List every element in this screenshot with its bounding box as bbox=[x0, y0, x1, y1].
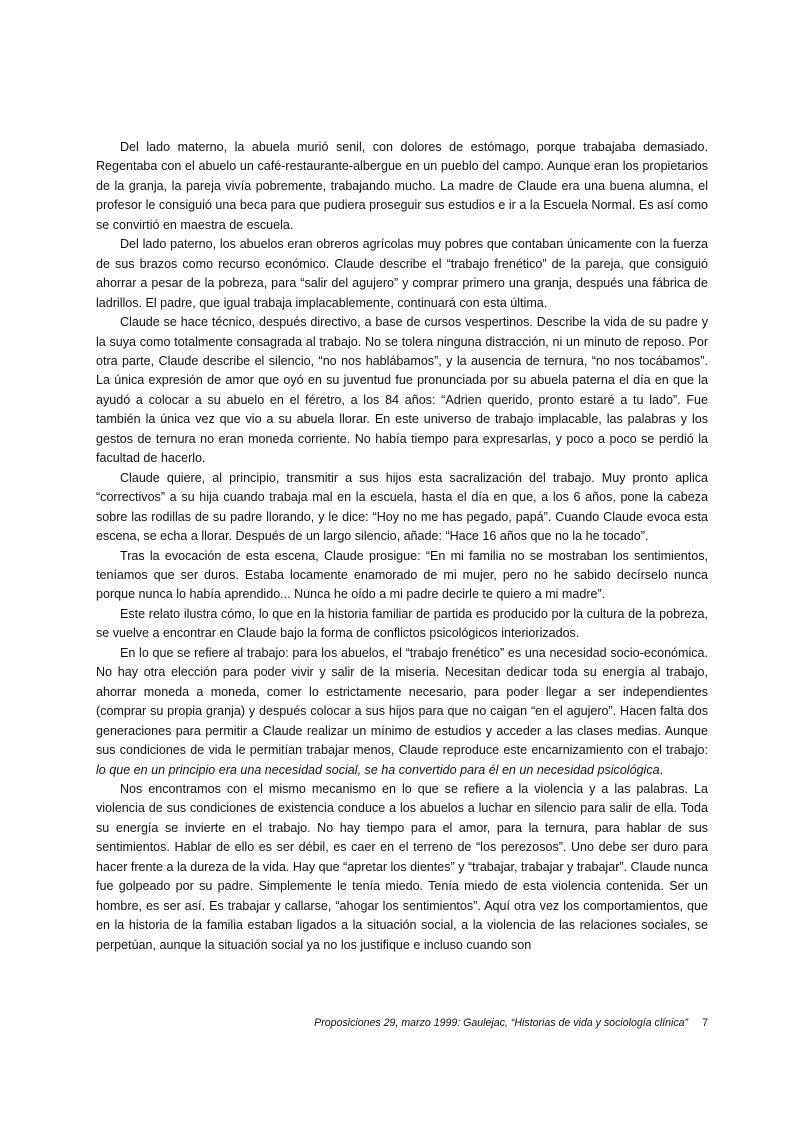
paragraph-violence-words: Nos encontramos con el mismo mecanismo en lo que se refiere a la violencia y a las palabras. La violencia de sus condiciones de existencia conduce a los abuelos a luchar en silencio para salir de ella. Toda su energía se invierte en el trabajo. No hay tiempo para el amor, para la ternura, para hablar de sus sentimientos. Hablar de ello es ser débil, es caer en el terreno de “los perezosos”. Uno debe ser duro para hacer frente a la dureza de la vida. Hay que “apretar los dientes” y “trabajar, trabajar y trabajar”. Claude nunca fue golpeado por su padre. Simplemente le tenía miedo. Tenía miedo de esta violencia contenida. Ser un hombre, es ser así. Es trabajar y callarse, “ahogar los sentimientos”. Aquí otra vez los comportamientos, que en la historia de la familia estaban ligados a la situación social, a la violencia de las relaciones sociales, se perpetúan, aunque la situación social ya no los justifique e incluso cuando son bbox=[96, 781, 708, 952]
paragraph-story-illustrates: Este relato ilustra cómo, lo que en la historia familiar de partida es producido por la cultura de la pobreza, se vuelve a encontrar en Claude bajo la forma de conflictos psicológicos interiorizados. bbox=[96, 606, 708, 641]
page-number: 7 bbox=[702, 1017, 708, 1029]
paragraph-daughter-scene: Claude quiere, al principio, transmitir a sus hijos esta sacralización del trabajo. Muy pronto aplica “correctivos” a su hija cuando trabaja mal en la escuela, hasta el día en que, a los 6 años, pone la cabeza sobre las rodillas de su padre llorando, y le dice: “Hoy no me has pegado, papá”. Cuando Claude evoca esta escena, se echa a llorar. Después de un largo silencio, añade: “Hace 16 años que no la he tocado”. bbox=[96, 470, 708, 544]
page-footer bbox=[96, 1017, 708, 1029]
footer-issue: 29, marzo 1999: Gaulejac, “Historias de vida y sociología clínica” bbox=[380, 1017, 689, 1029]
paragraph-claude-technician: Claude se hace técnico, después directivo, a base de cursos vespertinos. Describe la vida de su padre y la suya como totalmente consagrada al trabajo. No se tolera ninguna distracción, ni un minuto de reposo. Por otra parte, Claude describe el silencio, “no nos hablábamos”, y la ausencia de ternura, “no nos tocábamos”. La única expresión de amor que oyó en su juventud fue pronunciada por su abuela paterna el día en que la ayudó a colocar a su abuelo en el féretro, a los 84 años: “Adrien querido, pronto estaré a tu lado”. Fue también la única vez que vio a su abuela llorar. En este universo de trabajo implacable, las palabras y los gestos de ternura no eran moneda corriente. No había tiempo para expresarlas, y poco a poco se perdió la facultad de hacerlo. bbox=[96, 315, 708, 466]
paragraph-work bbox=[96, 644, 708, 780]
paragraph-maternal-side: Del lado materno, la abuela murió senil, con dolores de estómago, porque trabajaba demasiado. Regentaba con el abuelo un café-restaurante-albergue en un pueblo del campo. Aunque eran los propietarios de la granja, la pareja vivía pobremente, trabajando mucho. La madre de Claude era una buena alumna, el profesor le consiguió una beca para que pudiera proseguir sus estudios e ir a la Escuela Normal. Es así como se convirtió en maestra de escuela. bbox=[96, 140, 708, 232]
footer-citation bbox=[314, 1017, 688, 1029]
paragraph-work-emphasis: lo que en un principio era una necesidad social, se ha convertido para él en un necesidad psicológica bbox=[96, 762, 660, 777]
paragraph-work-end: . bbox=[659, 762, 664, 777]
paragraph-work-text: En lo que se refiere al trabajo: para los abuelos, el “trabajo frenético” es una necesidad socio-económica. No hay otra elección para poder vivir y salir de la miseria. Necesitan dedicar toda su energía al trabajo, ahorrar moneda a moneda, comer lo estrictamente necesario, para poder llegar a ser independientes (comprar su propia granja) y después colocar a sus hijos para que no caigan “en el agujero”. Hacen falta dos generaciones para permitir a Claude realizar un mínimo de estudios y acceder a las clases medias. Aunque sus condiciones de vida le permitían trabajar menos, Claude reproduce este encarnizamiento con el trabajo: bbox=[96, 645, 708, 758]
paragraph-claude-continues: Tras la evocación de esta escena, Claude prosigue: “En mi familia no se mostraban los sentimientos, teníamos que ser duros. Estaba locamente enamorado de mi mujer, pero no he sabido decírselo nunca porque nunca lo había aprendido... Nunca he oído a mi padre decirle te quiero a mi madre”. bbox=[96, 548, 708, 602]
document-body bbox=[96, 138, 708, 955]
footer-journal: Proposiciones bbox=[314, 1017, 381, 1029]
paragraph-paternal-side: Del lado paterno, los abuelos eran obreros agrícolas muy pobres que contaban únicamente con la fuerza de sus brazos como recurso económico. Claude describe el “trabajo frenético” de la pareja, que consiguió ahorrar a pesar de la pobreza, para “salir del agujero” y comprar primero una granja, después una fábrica de ladrillos. El padre, que igual trabaja implacablemente, continuará con esta última. bbox=[96, 237, 708, 310]
